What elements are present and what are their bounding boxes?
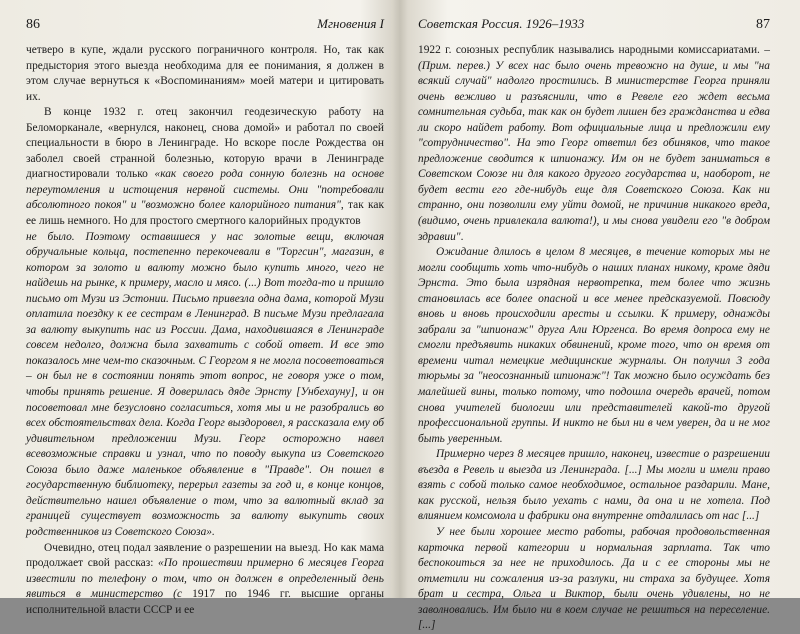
left-paragraph-2 (26, 105, 384, 229)
right-page-header (418, 16, 770, 33)
left-paragraph-2-quote: «как своего рода сонную болезнь на основе переутомления и истощения нервной системы. Они "потребовали абсолютного покоя" и "возможно более калорийного питания" (26, 168, 384, 212)
right-paragraph-1-end: . (460, 230, 464, 243)
left-page (0, 0, 398, 616)
left-running-head: Мгновения I (317, 16, 384, 31)
left-page-number: 86 (26, 17, 40, 32)
left-paragraph-4 (26, 541, 384, 619)
left-paragraph-1: четверо в купе, ждали русского пограничного контроля. Но, так как предыстория этого выезда необходима для ее понимания, я должен в этом случае вернуться к «Воспоминаниям» моей матери и цитировать их. (26, 44, 384, 103)
right-paragraph-4: У нее были хорошее место работы, рабочая продовольственная карточка первой категории и нормальная зарплата. Так что беспокоиться за нее не приходилось. Да и с ее стороны мы не отметили ни сожаления из-за разлуки, ни страха за будущее. Хотя брат и сестра, Ольга и Виктор, были очень удивлены, но не заволновались. Им было ни в коем случае не решиться на переселение. [...] (418, 525, 770, 632)
right-paragraph-3: Примерно через 8 месяцев пришло, наконец, известие о разрешении въезда в Ревель и выезда из Ленинграда. [...] Мы могли и имели право взять с собой только самое необходимое, остальное раздарили. Мане, как русской, нельзя было уехать с нами, да она и не хотела. Под влиянием комсомола и фабрики она внутренне отдалилась от нас [...] (418, 448, 770, 523)
right-page-number: 87 (756, 17, 770, 32)
left-paragraph-4-end: 1917 по 1946 гг. высшие органы исполнительной власти СССР и ее (26, 588, 384, 616)
right-paragraph-2: Ожидание длилось в целом 8 месяцев, в течение которых мы не могли сообщить хоть что-нибудь о наших планах никому, кроме дяди Эрнста. Это была изрядная нервотрепка, тем более что жизнь становилась все более опасной и все менее предсказуемой. Повсюду вновь и вновь происходили аресты и ссылки. К примеру, однажды забрали за "шпионаж" друга Али Юргенса. Во время допроса ему не смогли предъявить никаких обвинений, кроме того, что он время от времени читал немецкие медицинские журналы. Он получил 3 года тюрьмы за "неосознанный шпионаж"! Так можно было осуждать без малейшей вины, только потому, что подошла очередь врачей, потом снова учителей биологии или представителей какой-то другой профессиональной группы. И никто не был ни в чем уверен, да и не мог быть уверенным. (418, 246, 770, 445)
left-paragraph-4-quote: «По прошествии примерно 6 месяцев Георга известили по телефону о том, что он должен в определенный день явиться в министерство (с (26, 557, 384, 601)
left-page-header (26, 16, 384, 33)
right-page (402, 0, 800, 632)
left-paragraph-2-tail: , так как ее лишь немного. Но для простого смертного калорийных продуктов (26, 199, 384, 228)
left-paragraph-4-start: Очевидно, отец подал заявление о разрешении на выезд. Но как мама продолжает свой рассказ: (26, 541, 384, 570)
left-paragraph-3: не было. Поэтому оставшиеся у нас золотые вещи, включая обручальные кольца, постепенно перекочевали в "Торгсин", магазин, в котором за золото и валюту можно было купить много, чего не найдешь на рынке, к примеру, масло и мясо. (...) Вот тогда-то и пришло письмо от Музи из Эстонии. Письмо привезла одна дама, которой Музи оплатила поездку к ее сестрам в Ленинград. В письме Музи предлагала за валюту выкупить нас из России. Дама, находившаяся в Ленинграде совсем недолго, должна была захватить с собой ответ. И все это показалось мне чем-то сказочным. С Георгом я не могла посоветоваться – он был не в состоянии понять этот вопрос, не говоря уже о том, чтобы принять решение. Я доверилась дяде Эрнсту [Унбехаунy], и он посоветовал мне безусловно согласиться, хотя мы и не разобрались во всех обстоятельствах дела. Когда Георг выздоровел, я рассказала ему об удивительном предложении Музи. Георг осторожно навел всевозможные справки и узнал, что по поводу выкупа из Советского Союза было даже маленькое объявление в "Правде". Он пошел в государственную библиотеку, перерыл газеты за год и, в конце концов, действительно нашел объявление о том, что за валютный вклад за границей существует возможность за валюту выкупить своих родственников из Советского Союза». (26, 230, 384, 538)
left-paragraph-2-start: В конце 1932 г. отец закончил геодезическую работу на Беломорканале, «вернулся, наконец, снова домой» и работал по своей специальности в бюро в Ленинграде. Но вскоре после Рождества он заболел своей странной болезнью, которую врачи в Ленинграде диагностировали только (26, 106, 384, 181)
right-paragraph-1 (418, 43, 770, 245)
left-page-body (26, 43, 384, 618)
right-paragraph-1-start: 1922 г. союзных республик назывались народными комиссариатами. – (418, 44, 770, 56)
right-page-body (418, 43, 770, 634)
right-paragraph-1-quote: (Прим. перев.) У всех нас было очень тревожно на душе, и мы "на всякий случай" надолго простились. В министерстве Георга приняли очень вежливо и разъяснили, что в Ревеле его ждет весьма сомнительная судьба, так как он будет лишен без гражданства и едва ли скоро найдет работу. Вот официальные лица и предложили ему "сотрудничество". На это Георг ответил без обиняков, что такое предложение сводится к шпионажу. Им он не будет заниматься в Советском Союзе ни для какого другого государства и, наоборот, не будет вести его где-нибудь еще для Советского Союза. Как ни странно, они позволили ему уйти домой, не причинив никакого вреда, (видимо, очень привлекала валюта!), и мы снова увидели его "в добром здравии" (418, 59, 770, 243)
right-running-head: Советская Россия. 1926–1933 (418, 16, 585, 31)
